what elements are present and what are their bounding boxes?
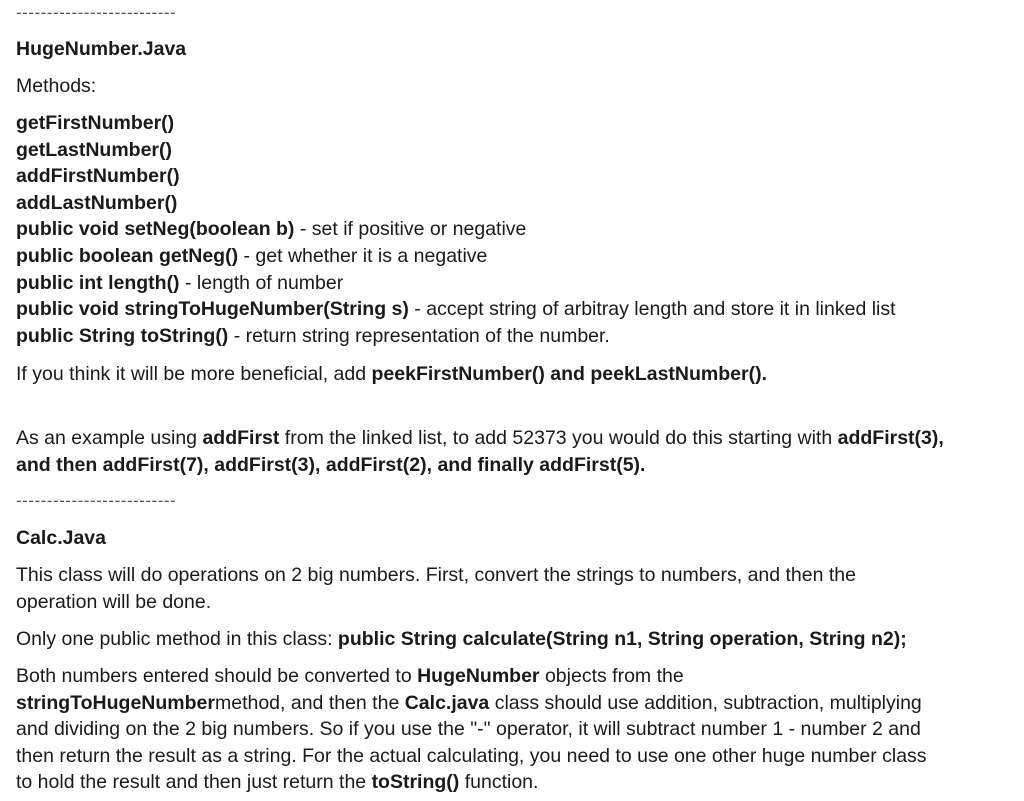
- method-item: public boolean getNeg() - get whether it is a negative: [16, 244, 488, 267]
- calc-both-paragraph: Both numbers entered should be converted to HugeNumber objects from the stringToHugeNumbermethod, and then the Calc.java class should use addition, subtraction, multiplying and dividing on the 2 big numbers. So if you use the "-" operator, it will subtract number 1 - number 2 and then return the result as a string. For the actual calculating, you need to use one other huge number class to hold the result and then just return the toString() function.: [16, 665, 927, 794]
- methods-list: [16, 110, 1008, 349]
- calc-title-text: Calc.Java: [16, 527, 106, 549]
- method-item: addLastNumber(): [16, 191, 178, 214]
- method-item: public String toString() - return string representation of the number.: [16, 324, 610, 347]
- method-item: addFirstNumber(): [16, 165, 180, 188]
- hugenumber-title-text: HugeNumber.Java: [16, 38, 187, 60]
- example-paragraph: As an example using addFirst from the linked list, to add 52373 you would do this starting with addFirst(3), and then addFirst(7), addFirst(3), addFirst(2), and finally addFirst(5).: [16, 427, 944, 476]
- method-item: getFirstNumber(): [16, 112, 175, 134]
- peek-paragraph: If you think it will be more beneficial, add peekFirstNumber() and peekLastNumber().: [16, 363, 768, 385]
- method-item: public void setNeg(boolean b) - set if positive or negative: [16, 218, 527, 241]
- methods-label: Methods:: [16, 75, 97, 97]
- separator-middle: --------------------------: [16, 491, 177, 510]
- method-item: getLastNumber(): [16, 138, 173, 161]
- method-item: public int length() - length of number: [16, 271, 344, 294]
- calc-only-method-paragraph: Only one public method in this class: public String calculate(String n1, String operation, String n2);: [16, 628, 907, 650]
- method-item: public void stringToHugeNumber(String s) - accept string of arbitray length and store it in linked list: [16, 298, 896, 321]
- hugenumber-title: [16, 36, 1008, 63]
- calc-title: [16, 525, 1008, 552]
- calc-intro-paragraph: This class will do operations on 2 big numbers. First, convert the strings to numbers, and then the operation will be done.: [16, 564, 856, 613]
- separator-top: --------------------------: [16, 3, 177, 22]
